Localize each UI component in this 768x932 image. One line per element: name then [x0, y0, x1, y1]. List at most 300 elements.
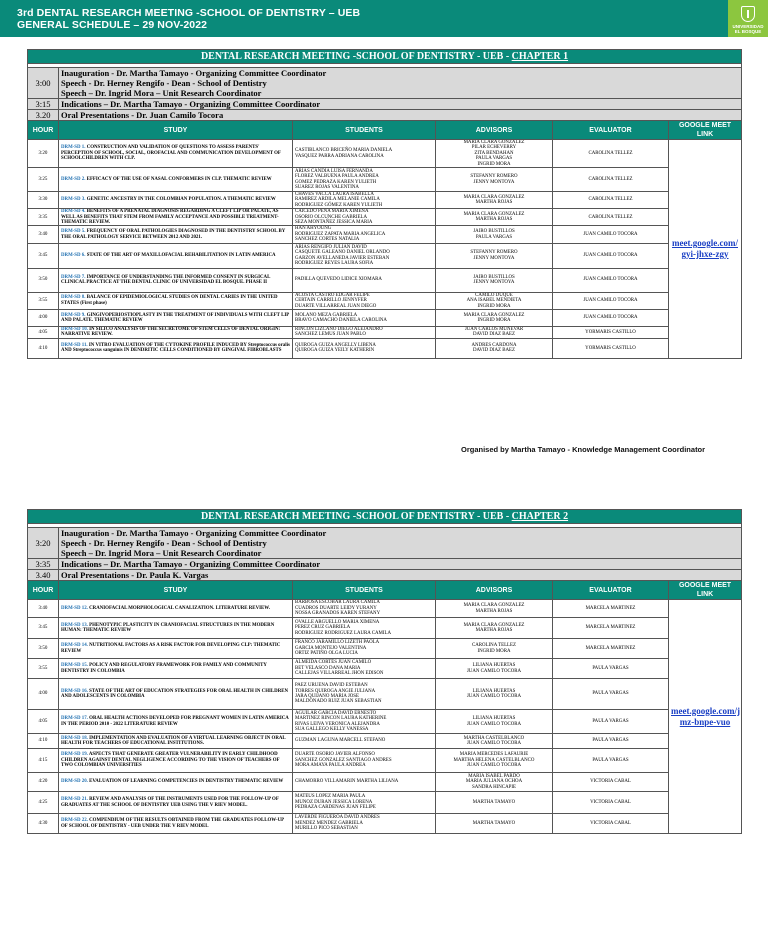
- study-cell: [59, 326, 293, 338]
- intro-text: [59, 528, 742, 559]
- hour-cell: 3:25: [28, 168, 59, 192]
- student-name: RIVAS LEIVA VERONICA ALEJANDRA: [295, 721, 380, 727]
- hour-cell: 3:55: [28, 292, 59, 309]
- advisors-cell: [436, 679, 553, 710]
- study-cell: [59, 226, 293, 243]
- advisors-cell: [436, 309, 553, 326]
- student-name: MATEUS LOPEZ MARIA PAULA: [295, 794, 366, 800]
- student-name: FRANCO JARAMILLO LIZETH PAOLA: [295, 640, 380, 646]
- study-code: DRM-SD 12.: [61, 605, 88, 611]
- evaluator-cell: CAROLINA TELLEZ: [553, 192, 669, 209]
- advisor-name: MARIA MERCEDES LAFAURIE: [459, 752, 529, 758]
- indications-text: Indications – Dr. Martha Tamayo - Organizing Committee Coordinator: [59, 559, 742, 570]
- study-cell: [59, 292, 293, 309]
- study-code: DRM-SD 2.: [61, 176, 86, 182]
- presentation-row: [28, 734, 742, 749]
- student-name: CALLEJAS VILLARREAL JHON EDISON: [295, 671, 384, 677]
- hour-cell: 4:05: [28, 710, 59, 734]
- advisor-name: MARTHA HELENA CASTELBLANCO: [453, 757, 535, 763]
- evaluator-cell: CAROLINA TELLEZ: [553, 140, 669, 168]
- logo-text-1: UNIVERSIDAD: [732, 24, 764, 29]
- students-cell: [293, 734, 436, 749]
- hour-cell: 4:00: [28, 309, 59, 326]
- header-subtitle: GENERAL SCHEDULE – 29 NOV-2022: [17, 19, 208, 31]
- advisor-name: JUAN CARLOS MUNEVAR: [464, 327, 524, 332]
- student-name: MUNOZ DURAN JESSICA LORENA: [295, 799, 373, 805]
- study-code: DRM-SD 18.: [61, 735, 88, 741]
- hour-cell: 3:45: [28, 618, 59, 639]
- intro-text: [59, 68, 742, 99]
- hour-cell: 3:40: [28, 226, 59, 243]
- study-code: DRM-SD 9.: [61, 312, 86, 318]
- advisor-name: CAROLINA TELLEZ: [471, 643, 517, 649]
- student-name: CASTIBLANCO BRICEÑO MARIA DANIELA: [295, 148, 393, 154]
- indications-time: 3:35: [28, 559, 59, 570]
- study-cell: [59, 639, 293, 659]
- advisor-name: LILIANA HUERTAS: [472, 663, 516, 669]
- intro-row: [28, 528, 742, 559]
- column-header: GOOGLE MEET LINK: [669, 121, 742, 140]
- advisor-name: PAULA VARGAS: [475, 156, 513, 162]
- hour-cell: 4:05: [28, 326, 59, 338]
- presentation-row: [28, 639, 742, 659]
- hour-cell: 4:10: [28, 734, 59, 749]
- advisor-name: INGRID MORA: [477, 317, 511, 323]
- student-name: SANCHEZ LEMUS JUAN PABLO: [295, 332, 366, 338]
- study-title: STATE OF THE ART OF MAXILLOFACIAL REHABILITATION IN LATIN AMERICA: [86, 252, 276, 258]
- study-code: DRM-SD 13.: [61, 622, 88, 628]
- chapter-title: [28, 510, 742, 524]
- intro-line: Speech – Dr. Ingrid Mora – Unit Research Coordinator: [61, 548, 262, 558]
- logo-text-2: EL BOSQUE: [734, 29, 762, 34]
- study-cell: [59, 814, 293, 834]
- intro-row: [28, 68, 742, 99]
- students-cell: [293, 309, 436, 326]
- column-header: GOOGLE MEET LINK: [669, 581, 742, 600]
- advisor-name: MARIA CLARA GONZALEZ: [463, 140, 525, 145]
- column-header-row: [28, 581, 742, 600]
- advisors-cell: [436, 814, 553, 834]
- advisors-cell: [436, 292, 553, 309]
- study-code: DRM-SD 15.: [61, 663, 88, 669]
- student-name: GOMEZ PEDRAZA KAREN YULIETH: [295, 179, 377, 185]
- student-name: MENDEZ MENDEZ GABRIELA: [295, 820, 363, 826]
- header-title: 3rd DENTAL RESEARCH MEETING -SCHOOL OF DENTISTRY – UEB: [17, 7, 361, 19]
- intro-line: Speech - Dr. Herney Rengifo - Dean - School of Dentistry: [61, 538, 267, 548]
- evaluator-cell: PAULA VARGAS: [553, 710, 669, 734]
- advisor-name: JENNY MONTOYA: [473, 255, 515, 261]
- evaluator-cell: CAROLINA TELLEZ: [553, 209, 669, 226]
- meet-link-part[interactable]: meet.google.com/j: [671, 705, 740, 716]
- study-code: DRM-SD 22.: [61, 818, 88, 824]
- indications-row: [28, 559, 742, 570]
- study-title: IN SILICO ANALYSIS OF THE SECRETOME OF STEM CELLS OF DENTAL ORIGIN: NARRATIVE REVIEW.: [61, 327, 281, 338]
- advisor-name: MARIA CLARA GONZALEZ: [463, 194, 525, 200]
- hour-cell: 3:55: [28, 659, 59, 679]
- evaluator-cell: MARCELA MARTINEZ: [553, 600, 669, 618]
- student-name: MARTINEZ RINCON LAURA KATHERINE: [295, 716, 387, 722]
- study-title: CRANIOFACIAL MORPHOLOGICAL CANALIZATION. LITERATURE REVIEW.: [89, 605, 270, 611]
- study-title: ORAL HEALTH ACTIONS DEVELOPED FOR PREGNANT WOMEN IN LATIN AMERICA IN THE PERIOD 2010 - 2022 LITERATURE REVIEW: [61, 716, 289, 727]
- student-name: LAVERDE FIGUEROA DAVID ANDRES: [295, 815, 380, 821]
- presentation-row: [28, 749, 742, 773]
- advisor-name: JUAN CAMILO TOCORA: [466, 694, 522, 699]
- chapter-2-schedule-table: [27, 509, 742, 834]
- evaluator-cell: JUAN CAMILO TOCORA: [553, 268, 669, 292]
- study-title: GENETIC ANCESTRY IN THE COLOMBIAN POPULATION. A THEMATIC REVIEW: [86, 197, 276, 203]
- advisor-name: JAIRO BUSTILLOS: [473, 229, 515, 235]
- advisor-name: INGRID MORA: [477, 648, 511, 654]
- hour-cell: 4:20: [28, 773, 59, 792]
- meet-link-part[interactable]: mz-bnpe-vuo: [679, 716, 731, 727]
- column-header: STUDENTS: [293, 121, 436, 140]
- hour-cell: 4:00: [28, 679, 59, 710]
- study-cell: [59, 679, 293, 710]
- student-name: SUA GALLEGO KELLY VANESSA: [295, 726, 369, 732]
- presentation-row: [28, 814, 742, 834]
- student-name: MALDONADO RUIZ JUAN SEBASTIAN: [295, 699, 382, 705]
- student-name: MOLANO MEZA GABRIELA: [295, 312, 358, 318]
- students-cell: [293, 268, 436, 292]
- student-name: FLOREZ VALBUENA PAULA ANDREA: [295, 174, 379, 180]
- student-name: RODRIGUEZ GÓMEZ KAREN YULIETH: [295, 202, 383, 208]
- student-name: PADILLA QUEVEDO LIDICE XIOMARA: [295, 277, 382, 283]
- study-title: IMPORTANCE OF UNDERSTANDING THE INFORMED CONSENT IN SURGICAL CLINICAL PRACTICE AT THE DENTAL CLINIC OF UNIVERSIDAD EL BOSQUE. PHASE II: [61, 274, 271, 286]
- hour-cell: 3:40: [28, 600, 59, 618]
- study-cell: [59, 209, 293, 226]
- student-name: GARCIA MONTEJO VALENTINA: [295, 645, 367, 651]
- indications-text: Indications – Dr. Martha Tamayo - Organizing Committee Coordinator: [59, 99, 742, 110]
- advisor-name: MARIA CLARA GONZALEZ: [463, 312, 525, 318]
- study-title: NUTRITIONAL FACTORS AS A RISK FACTOR FOR DEVELOPING CLP: THEMATIC REVIEW: [61, 643, 281, 654]
- student-name: RINCON LIZCANO DIEGO ALEJANDRO: [295, 327, 383, 332]
- students-cell: [293, 618, 436, 639]
- chapter-label-link[interactable]: CHAPTER 2: [511, 510, 569, 522]
- student-name: TORRES QUIROGA ANGIE JULIANA: [295, 688, 376, 694]
- advisor-name: MARTHA ROJAS: [475, 217, 513, 223]
- hour-cell: 3:20: [28, 140, 59, 168]
- study-cell: [59, 600, 293, 618]
- study-code: DRM-SD 1.: [61, 145, 86, 151]
- advisor-name: PILAR ECHEVERRY: [471, 145, 517, 151]
- advisor-name: JENNY MONTOYA: [473, 280, 515, 286]
- advisor-name: SANDRA HINCAPIE: [472, 784, 516, 790]
- advisor-name: JUAN CAMILO TOCORA: [466, 763, 522, 769]
- student-name: ARIAS RENGIFO JULIAN DAVID: [295, 244, 367, 250]
- presentation-row: [28, 168, 742, 192]
- presentation-row: [28, 618, 742, 639]
- students-cell: [293, 773, 436, 792]
- evaluator-cell: PAULA VARGAS: [553, 679, 669, 710]
- hour-cell: 3:50: [28, 268, 59, 292]
- presentation-row: [28, 243, 742, 268]
- advisors-cell: [436, 618, 553, 639]
- presentation-row: [28, 192, 742, 209]
- column-header: STUDY: [59, 121, 293, 140]
- column-header: STUDENTS: [293, 581, 436, 600]
- student-name: GARZON AVELLANEDA JAVIER ESTEBAN: [295, 255, 390, 261]
- student-name: BET VELASCO DANA MARIA: [295, 665, 361, 671]
- study-title: REVIEW AND ANALYSIS OF THE INSTRUMENTS USED FOR THE FOLLOW-UP OF GRADUATES AT THE SCHOOL OF DENTISTRY UEB USING THE V RIEV MODEL.: [61, 797, 279, 808]
- advisor-name: JUAN CAMILO TOCORA: [466, 721, 522, 727]
- column-header-row: [28, 121, 742, 140]
- study-cell: [59, 618, 293, 639]
- oral-text: Oral Presentations - Dr. Paula K. Vargas: [59, 570, 742, 581]
- advisor-name: INGRID MORA: [477, 161, 511, 167]
- crest-icon: [741, 6, 755, 22]
- study-code: DRM-SD 19.: [61, 752, 88, 758]
- presentation-row: [28, 209, 742, 226]
- advisor-name: JUAN CAMILO TOCORA: [466, 741, 522, 746]
- intro-line: Speech – Dr. Ingrid Mora – Unit Research Coordinator: [61, 88, 262, 98]
- student-name: CHAMORRO VILLAMARIN MARTHA LILIANA: [295, 779, 399, 785]
- study-cell: [59, 192, 293, 209]
- study-cell: [59, 659, 293, 679]
- oral-time: 3.40: [28, 570, 59, 581]
- evaluator-cell: CAROLINA TELLEZ: [553, 168, 669, 192]
- organizer-footer: Organised by Martha Tamayo - Knowledge Management Coordinator: [461, 445, 706, 454]
- students-cell: [293, 226, 436, 243]
- evaluator-cell: YORMARIS CASTILLO: [553, 338, 669, 358]
- chapter-label-link[interactable]: CHAPTER 1: [511, 50, 569, 62]
- study-code: DRM-SD 17.: [61, 716, 88, 722]
- study-title: PHENOTYPIC PLASTICITY IN CRANIOFACIAL STRUCTURES IN THE MODERN HUMAN: THEMATIC REVIEW: [61, 622, 275, 633]
- university-logo: [728, 0, 768, 37]
- students-cell: [293, 192, 436, 209]
- study-code: DRM-SD 20.: [61, 779, 88, 785]
- study-title: BALANCE OF EPIDEMIOLOGICAL STUDIES ON DENTAL CARIES IN THE UNITED STATES (First phase): [61, 295, 278, 306]
- evaluator-cell: MARCELA MARTINEZ: [553, 639, 669, 659]
- advisor-name: MARTHA ROJAS: [475, 200, 513, 206]
- column-header: EVALUATOR: [553, 121, 669, 140]
- study-title: ASPECTS THAT GENERATE GREATER VULNERABILITY IN EARLY CHILDHOOD CHILDREN AGAINST DENTAL NEGLIGENCE ACCORDING TO THE VISION OF TEACHERS OF TWO COLOMBIAN UNIVERSITIES: [61, 752, 280, 769]
- advisors-cell: [436, 773, 553, 792]
- presentation-row: [28, 338, 742, 358]
- presentation-row: [28, 659, 742, 679]
- evaluator-cell: YORMARIS CASTILLO: [553, 326, 669, 338]
- student-name: CUADROS DUARTE LEIDY YURANY: [295, 605, 377, 611]
- study-cell: [59, 243, 293, 268]
- study-cell: [59, 710, 293, 734]
- study-cell: [59, 309, 293, 326]
- meet-link-part[interactable]: meet.google.com/: [672, 237, 738, 248]
- meet-link-cell: [669, 600, 742, 834]
- advisor-name: DAVID DIAZ BAEZ: [472, 348, 516, 354]
- student-name: PEREZ CRUZ GABRIELA: [295, 625, 351, 631]
- student-name: HAN AHYOUNG: [295, 226, 332, 232]
- evaluator-cell: JUAN CAMILO TOCORA: [553, 309, 669, 326]
- study-code: DRM-SD 16.: [61, 688, 88, 694]
- students-cell: [293, 243, 436, 268]
- oral-time: 3.20: [28, 110, 59, 121]
- students-cell: [293, 209, 436, 226]
- advisors-cell: [436, 792, 553, 814]
- study-code: DRM-SD 4.: [61, 209, 86, 215]
- student-name: MORA AMAYA PAULA ANDREA: [295, 763, 366, 769]
- students-cell: [293, 679, 436, 710]
- study-code: DRM-SD 7.: [61, 274, 86, 280]
- study-title: IN VITRO EVALUATION OF THE CYTOKINE PROFILE INDUCED BY Streptococcus oralis AND Streptococcus sanguinis IN DENDRITIC CELLS CONDITIONED BY GINGIVAL FIBROBLASTS: [61, 343, 290, 354]
- hour-cell: 4:25: [28, 792, 59, 814]
- advisor-name: MARTHA CASTELBLANCO: [463, 735, 525, 741]
- study-code: DRM-SD 3.: [61, 197, 86, 203]
- advisors-cell: [436, 226, 553, 243]
- hour-cell: 4:15: [28, 749, 59, 773]
- student-name: GUZMAN LAGUNA MARCELL STEFANO: [295, 738, 386, 744]
- students-cell: [293, 600, 436, 618]
- study-cell: [59, 749, 293, 773]
- advisor-name: MARTHA TAMAYO: [472, 799, 516, 805]
- evaluator-cell: VICTORIA CABAL: [553, 773, 669, 792]
- evaluator-cell: MARCELA MARTINEZ: [553, 618, 669, 639]
- student-name: RODRIGUEZ REYES LAURA SOFIA: [295, 261, 374, 267]
- study-title: EFFICACY OF THE USE OF NASAL CONFORMERS IN CLP. THEMATIC REVIEW: [86, 176, 272, 182]
- header-bar: [0, 0, 768, 37]
- column-header: ADVISORS: [436, 121, 553, 140]
- student-name: DUARTE VILLARREAL JUAN DIEGO: [295, 303, 377, 309]
- study-cell: [59, 338, 293, 358]
- intro-time: 3:00: [28, 68, 59, 99]
- advisor-name: MARTHA ROJAS: [475, 628, 513, 633]
- intro-line: Inauguration - Dr. Martha Tamayo - Organizing Committee Coordinator: [61, 68, 327, 78]
- advisor-name: CAMILO DUQUE: [475, 292, 513, 298]
- presentation-row: [28, 326, 742, 338]
- student-name: ARIAS CANDIA LUISA FERNANDA: [295, 168, 373, 174]
- study-code: DRM-SD 10.: [61, 327, 88, 332]
- oral-presentations-row: [28, 570, 742, 581]
- student-name: NOSSA GRANADOS KAREN STEFANY: [295, 611, 381, 617]
- chapter-title-text: DENTAL RESEARCH MEETING -SCHOOL OF DENTISTRY - UEB -: [200, 510, 512, 522]
- meet-link-part[interactable]: gyi-jhxe-zgy: [681, 248, 729, 259]
- students-cell: [293, 710, 436, 734]
- student-name: OSORIO OLCUNCHE GABRIELA: [295, 214, 368, 220]
- students-cell: [293, 639, 436, 659]
- presentation-row: [28, 710, 742, 734]
- student-name: PEDRAZA CARDENAS JUAN FELIPE: [295, 805, 376, 811]
- student-name: MURILLO PICO SEBASTIAN: [295, 826, 358, 832]
- study-title: BENEFITS OF A PRENATAL DIAGNOSIS REGARDING A CLEFT LIP OR PALATE, AS WELL AS BENEFITS THAT STEM FROM FAMILY ACCEPTANCE AND POSSIBLE TREATMENT- THEMATIC REVIEW.: [61, 209, 279, 226]
- intro-time: 3:20: [28, 528, 59, 559]
- student-name: RODRIGUEZ RODRIGUEZ LAURA CAMILA: [295, 630, 392, 636]
- advisors-cell: [436, 749, 553, 773]
- student-name: AGUILAR GARCIA DAVID ERNESTO: [295, 710, 377, 716]
- meet-link-cell: [669, 140, 742, 359]
- advisor-name: STEFANNY ROMERO: [470, 250, 518, 256]
- advisors-cell: [436, 243, 553, 268]
- students-cell: [293, 659, 436, 679]
- study-cell: [59, 734, 293, 749]
- chapter-title-row: [28, 510, 742, 524]
- study-cell: [59, 140, 293, 168]
- column-header: HOUR: [28, 121, 59, 140]
- student-name: PAEZ URUENA DAVID ESTEBAN: [295, 683, 368, 689]
- chapter-1-schedule-table: [27, 49, 742, 359]
- students-cell: [293, 749, 436, 773]
- advisor-name: JUAN CAMILO TOCORA: [466, 668, 522, 674]
- study-cell: [59, 268, 293, 292]
- student-name: ALMEIDA CORTÉS JUAN CAMILO: [295, 660, 372, 666]
- presentation-row: [28, 679, 742, 710]
- advisors-cell: [436, 600, 553, 618]
- advisor-name: MARIA ISABEL PARDO: [468, 773, 520, 779]
- advisor-name: STEFANNY ROMERO: [470, 174, 518, 180]
- chapter-title-row: [28, 50, 742, 64]
- advisors-cell: [436, 710, 553, 734]
- advisors-cell: [436, 639, 553, 659]
- study-cell: [59, 168, 293, 192]
- evaluator-cell: VICTORIA CABAL: [553, 792, 669, 814]
- student-name: DUARTE OSORIO JAVIER ALFONSO: [295, 752, 375, 758]
- student-name: ORTIZ PATIÑO OLGA LUCIA: [295, 651, 358, 657]
- advisor-name: MARIA CLARA GONZALEZ: [463, 603, 525, 609]
- study-code: DRM-SD 11.: [61, 343, 88, 348]
- advisor-name: MARIA CLARA GONZALEZ: [463, 622, 525, 628]
- advisor-name: MARTHA TAMAYO: [472, 820, 516, 826]
- intro-line: Inauguration - Dr. Martha Tamayo - Organizing Committee Coordinator: [61, 528, 327, 538]
- evaluator-cell: JUAN CAMILO TOCORA: [553, 292, 669, 309]
- advisor-name: ANDRES CARDONA: [471, 343, 517, 348]
- intro-line: Speech - Dr. Herney Rengifo - Dean - School of Dentistry: [61, 78, 267, 88]
- oral-text: Oral Presentations - Dr. Juan Camilo Tocora: [59, 110, 742, 121]
- student-name: VASQUEZ PARRA ADRIANA CAROLINA: [295, 153, 384, 159]
- advisor-name: ANA ISABEL MENDIETA: [466, 298, 522, 304]
- students-cell: [293, 168, 436, 192]
- presentation-row: [28, 226, 742, 243]
- study-title: GINGIVOPERIOSTIOPLASTY IN THE TREATMENT OF INDIVIDUALS WITH CLEFT LIP AND PALATE. THEMATIC REVIEW: [61, 312, 289, 323]
- study-title: FREQUENCY OF ORAL PATHOLOGIES DIAGNOSED IN THE DENTISTRY SCHOOL BY THE ORAL PATHOLOGY SERVICE BETWEEN 2012 AND 2021.: [61, 229, 286, 240]
- evaluator-cell: JUAN CAMILO TOCORA: [553, 243, 669, 268]
- students-cell: [293, 338, 436, 358]
- student-name: RAMIREZ ARDILA MELANIE CAMILA: [295, 197, 380, 203]
- student-name: CERTAIN CARRILLO JENNYFER: [295, 298, 367, 304]
- evaluator-cell: PAULA VARGAS: [553, 749, 669, 773]
- study-title: COMPENDIUM OF THE RESULTS OBTAINED FROM THE GRADUATES FOLLOW-UP OF SCHOOL OF DENTISTRY - UEB UNDER THE V RIEV MODEL: [61, 818, 284, 829]
- indications-row: [28, 99, 742, 110]
- students-cell: [293, 140, 436, 168]
- advisors-cell: [436, 168, 553, 192]
- study-code: DRM-SD 14.: [61, 643, 88, 649]
- students-cell: [293, 292, 436, 309]
- student-name: OVALLE ARGUELLO MARIA XIMENA: [295, 619, 380, 625]
- presentation-row: [28, 600, 742, 618]
- student-name: BRAVO CAMACHO DANIELA CAROLINA: [295, 317, 387, 323]
- study-code: DRM-SD 5.: [61, 229, 86, 235]
- students-cell: [293, 814, 436, 834]
- student-name: BARBOSA ESCOBAR LAURA CAMILA: [295, 600, 380, 606]
- hour-cell: 3:50: [28, 639, 59, 659]
- advisors-cell: [436, 192, 553, 209]
- evaluator-cell: PAULA VARGAS: [553, 734, 669, 749]
- student-name: SANCHEZ GONZALEZ SANTIAGO ANDRES: [295, 757, 392, 763]
- student-name: JARA QUIJANO MARIA JOSE: [295, 694, 359, 699]
- column-header: STUDY: [59, 581, 293, 600]
- advisors-cell: [436, 338, 553, 358]
- study-code: DRM-SD 21.: [61, 797, 88, 803]
- advisors-cell: [436, 140, 553, 168]
- chapter-title: [28, 50, 742, 64]
- google-meet-link[interactable]: [671, 706, 739, 728]
- study-title: STATE OF THE ART OF EDUCATION STRATEGIES FOR ORAL HEALTH IN CHILDREN AND ADOLESCENTS IN COLOMBIA: [61, 688, 289, 699]
- student-name: ACOSTA CASTRO EDGAR FELIPE: [295, 292, 370, 298]
- advisor-name: MARTHA ROJAS: [475, 608, 513, 614]
- presentation-row: [28, 140, 742, 168]
- advisors-cell: [436, 659, 553, 679]
- student-name: QUIROGA GUIZA ANGELLY LIBENA: [295, 343, 376, 348]
- advisor-name: JENNY MONTOYA: [473, 179, 515, 185]
- student-name: CAICEDO PEÑA MARIA XIMENA: [295, 209, 369, 215]
- column-header: ADVISORS: [436, 581, 553, 600]
- google-meet-link[interactable]: [671, 238, 739, 260]
